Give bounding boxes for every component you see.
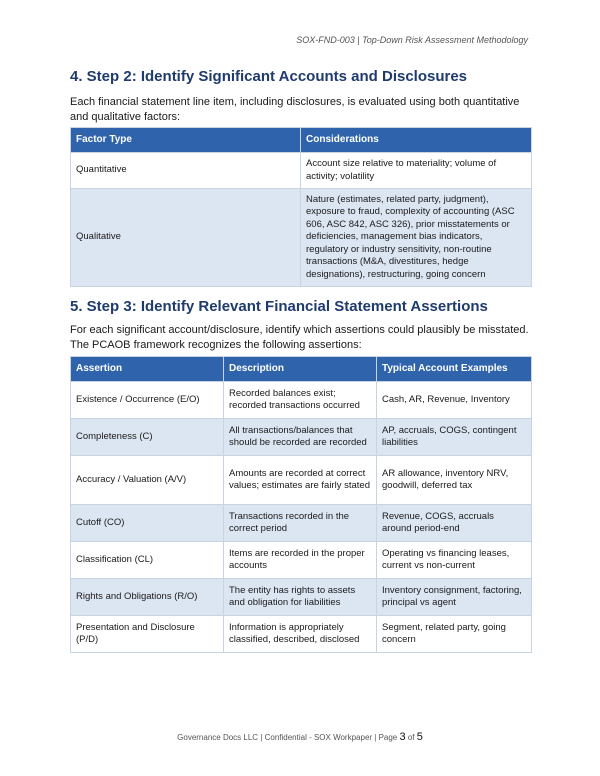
description-cell: The entity has rights to assets and obligation for liabilities: [224, 579, 377, 616]
section-4-intro: Each financial statement line item, including disclosures, is evaluated using both quantitative and qualitative factors:: [70, 96, 520, 123]
examples-cell: Revenue, COGS, accruals around period-end: [377, 505, 532, 542]
assertion-cell: Rights and Obligations (R/O): [71, 579, 224, 616]
assertion-cell: Completeness (C): [71, 419, 224, 456]
table-row: [71, 542, 532, 579]
section-4-heading: 4. Step 2: Identify Significant Accounts and Disclosures: [70, 68, 468, 85]
assertion-cell: Presentation and Disclosure (P/D): [71, 616, 224, 653]
table-row: [71, 153, 532, 189]
assertion-cell: Existence / Occurrence (E/O): [71, 382, 224, 419]
column-header-typical-examples: Typical Account Examples: [377, 357, 532, 382]
description-cell: All transactions/balances that should be recorded are recorded: [224, 419, 377, 456]
considerations-cell: Nature (estimates, related party, judgment), exposure to fraud, complexity of accounting (ASC 606, ASC 842, ASC 326), prior misstatements or deficiencies, management bias indicators, regulatory or industry sensitivity, non-routine transactions (M&A, divestitures, hedge designations), restructuring, going concern: [301, 189, 532, 287]
examples-cell: AP, accruals, COGS, contingent liabilities: [377, 419, 532, 456]
table-row: [71, 456, 532, 505]
assertion-cell: Cutoff (CO): [71, 505, 224, 542]
column-header-assertion: Assertion: [71, 357, 224, 382]
considerations-cell: Account size relative to materiality; volume of activity; volatility: [301, 153, 532, 189]
description-cell: Information is appropriately classified, described, disclosed: [224, 616, 377, 653]
assertions-table: [70, 356, 532, 653]
document-reference-header: SOX-FND-003 | Top-Down Risk Assessment Methodology: [296, 35, 528, 45]
section-5-heading: 5. Step 3: Identify Relevant Financial Statement Assertions: [70, 298, 488, 315]
description-cell: Items are recorded in the proper accounts: [224, 542, 377, 579]
description-cell: Recorded balances exist; recorded transactions occurred: [224, 382, 377, 419]
examples-cell: Segment, related party, going concern: [377, 616, 532, 653]
assertion-cell: Accuracy / Valuation (A/V): [71, 456, 224, 505]
column-header-factor-type: Factor Type: [71, 128, 301, 153]
footer-text: Governance Docs LLC | Confidential - SOX Workpaper | Page: [177, 733, 400, 742]
examples-cell: Operating vs financing leases, current vs non-current: [377, 542, 532, 579]
table-row: [71, 579, 532, 616]
section-5-intro: For each significant account/disclosure, identify which assertions could plausibly be misstated. The PCAOB framework recognizes the following assertions:: [70, 324, 529, 351]
factor-type-cell: Quantitative: [71, 153, 301, 189]
page-footer: [0, 731, 600, 743]
table-row: [71, 189, 532, 287]
page-number: 3: [399, 731, 406, 743]
table-row: [71, 419, 532, 456]
examples-cell: Inventory consignment, factoring, principal vs agent: [377, 579, 532, 616]
description-cell: Transactions recorded in the correct period: [224, 505, 377, 542]
factor-type-cell: Qualitative: [71, 189, 301, 287]
footer-of: of: [405, 733, 417, 742]
table-row: [71, 616, 532, 653]
page-total: 5: [416, 731, 423, 743]
assertion-cell: Classification (CL): [71, 542, 224, 579]
significant-accounts-table: [70, 127, 532, 287]
column-header-considerations: Considerations: [301, 128, 532, 153]
examples-cell: Cash, AR, Revenue, Inventory: [377, 382, 532, 419]
table-row: [71, 505, 532, 542]
examples-cell: AR allowance, inventory NRV, goodwill, deferred tax: [377, 456, 532, 505]
table-row: [71, 382, 532, 419]
column-header-description: Description: [224, 357, 377, 382]
description-cell: Amounts are recorded at correct values; estimates are fairly stated: [224, 456, 377, 505]
